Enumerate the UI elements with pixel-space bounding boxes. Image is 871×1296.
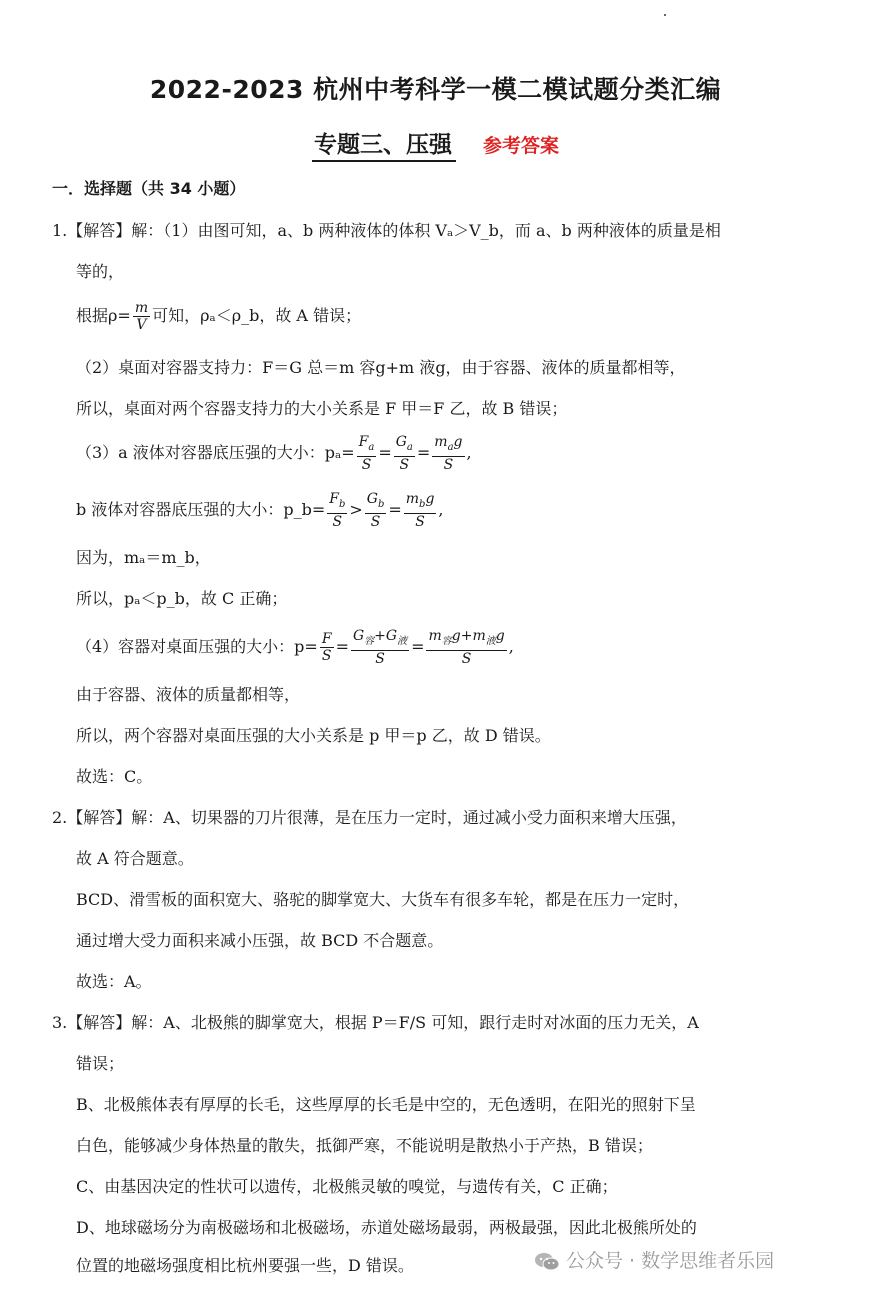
page-title: 2022-2023 杭州中考科学一模二模试题分类汇编 [149,75,722,104]
watermark-text: 公众号 · 数学思维者乐园 [566,1250,775,1272]
q2-line-1: 2.【解答】解：A、切果器的刀片很薄，是在压力一定时，通过减小受力面积来增大压强， [52,808,687,827]
q1-line-11: 由于容器、液体的质量都相等， [76,685,301,704]
q1-line-13: 故选：C。 [76,767,153,786]
q2-line-3: BCD、滑雪板的面积宽大、骆驼的脚掌宽大、大货车有很多车轮，都是在压力一定时， [76,890,690,909]
q1-line-4: （2）桌面对容器支持力：F＝G 总＝m 容g+m 液g，由于容器、液体的质量都相等， [76,358,686,377]
q3-line-4: 白色，能够减少身体热量的散失，抵御严寒，不能说明是散热小于产热，B 错误； [76,1136,653,1155]
fraction: $\frac{m_ag}{S}$ [434,434,463,473]
q1-line-2: 等的， [76,262,125,281]
watermark [534,1246,774,1273]
fraction: $\frac{G_a}{S}$ [395,434,413,473]
q2-line-4: 通过增大受力面积来减小压强，故 BCD 不合题意。 [76,931,444,950]
speck [664,14,666,16]
topic-title: 专题三、压强 [312,132,456,162]
q1-line-10: （4）容器对桌面压强的大小：p= $\frac{F}{S}$ = $\frac{G_容+G_液}{S}$ = $\frac{m_容g+m_液g}{S}$ , [76,628,514,667]
q1-line-8: 因为，mₐ＝m_b， [76,548,211,567]
text: （3）a 液体对容器底压强的大小：pₐ= [76,442,355,462]
fraction: $\frac{m}{V}$ [134,300,149,333]
fraction: $\frac{G_b}{S}$ [366,491,385,530]
answer-key-tag: 参考答案 [483,135,560,157]
q3-line-7: 位置的地磁场强度相比杭州要强一些，D 错误。 [76,1256,414,1275]
q3-line-6: D、地球磁场分为南极磁场和北极磁场，赤道处磁场最弱，两极最强，因此北极熊所处的 [76,1218,697,1237]
text: b 液体对容器底压强的大小：p_b= [76,499,326,519]
section-heading: 一．选择题（共 34 小题） [52,179,246,198]
q3-line-3: B、北极熊体表有厚厚的长毛，这些厚厚的长毛是中空的，无色透明，在阳光的照射下呈 [76,1095,696,1114]
fraction: $\frac{G_容+G_液}{S}$ [352,628,408,667]
q1-line-3 [76,300,361,333]
q1-line-9: 所以，pₐ＜p_b，故 C 正确； [76,589,288,608]
text: （4）容器对桌面压强的大小：p= [76,636,318,656]
q1-line-7: b 液体对容器底压强的大小：p_b= $\frac{F_b}{S}$ > $\frac{G_b}{S}$ = $\frac{m_bg}{S}$ , [76,491,444,530]
text: 可知，ρₐ＜ρ_b，故 A 错误； [152,306,362,325]
q2-line-5: 故选：A。 [76,972,152,991]
q3-line-1: 3.【解答】解：A、北极熊的脚掌宽大，根据 P＝F/S 可知，跟行走时对冰面的压力无关，A [52,1013,699,1032]
q1-line-5: 所以，桌面对两个容器支持力的大小关系是 F 甲＝F 乙，故 B 错误； [76,399,568,418]
q3-line-2: 错误； [76,1054,125,1073]
q1-line-12: 所以，两个容器对桌面压强的大小关系是 p 甲＝p 乙，故 D 错误。 [76,726,551,745]
text: 根据ρ= [76,306,131,325]
fraction: $\frac{F}{S}$ [321,630,332,664]
q2-line-2: 故 A 符合题意。 [76,849,194,868]
q1-line-1: 1.【解答】解：（1）由图可知，a、b 两种液体的体积 Vₐ＞V_b，而 a、b 两种液体的质量是相 [52,221,721,240]
fraction: $\frac{F_a}{S}$ [358,434,375,473]
fraction: $\frac{m_bg}{S}$ [405,491,435,530]
fraction: $\frac{F_b}{S}$ [329,491,346,530]
subtitle-row [0,126,871,159]
q1-line-6: （3）a 液体对容器底压强的大小：pₐ= $\frac{F_a}{S}$ = $\frac{G_a}{S}$ = $\frac{m_ag}{S}$ , [76,434,472,473]
q3-line-5: C、由基因决定的性状可以遗传，北极熊灵敏的嗅觉，与遗传有关，C 正确； [76,1177,618,1196]
wechat-icon [534,1252,560,1272]
fraction: $\frac{m_容g+m_液g}{S}$ [428,628,505,667]
